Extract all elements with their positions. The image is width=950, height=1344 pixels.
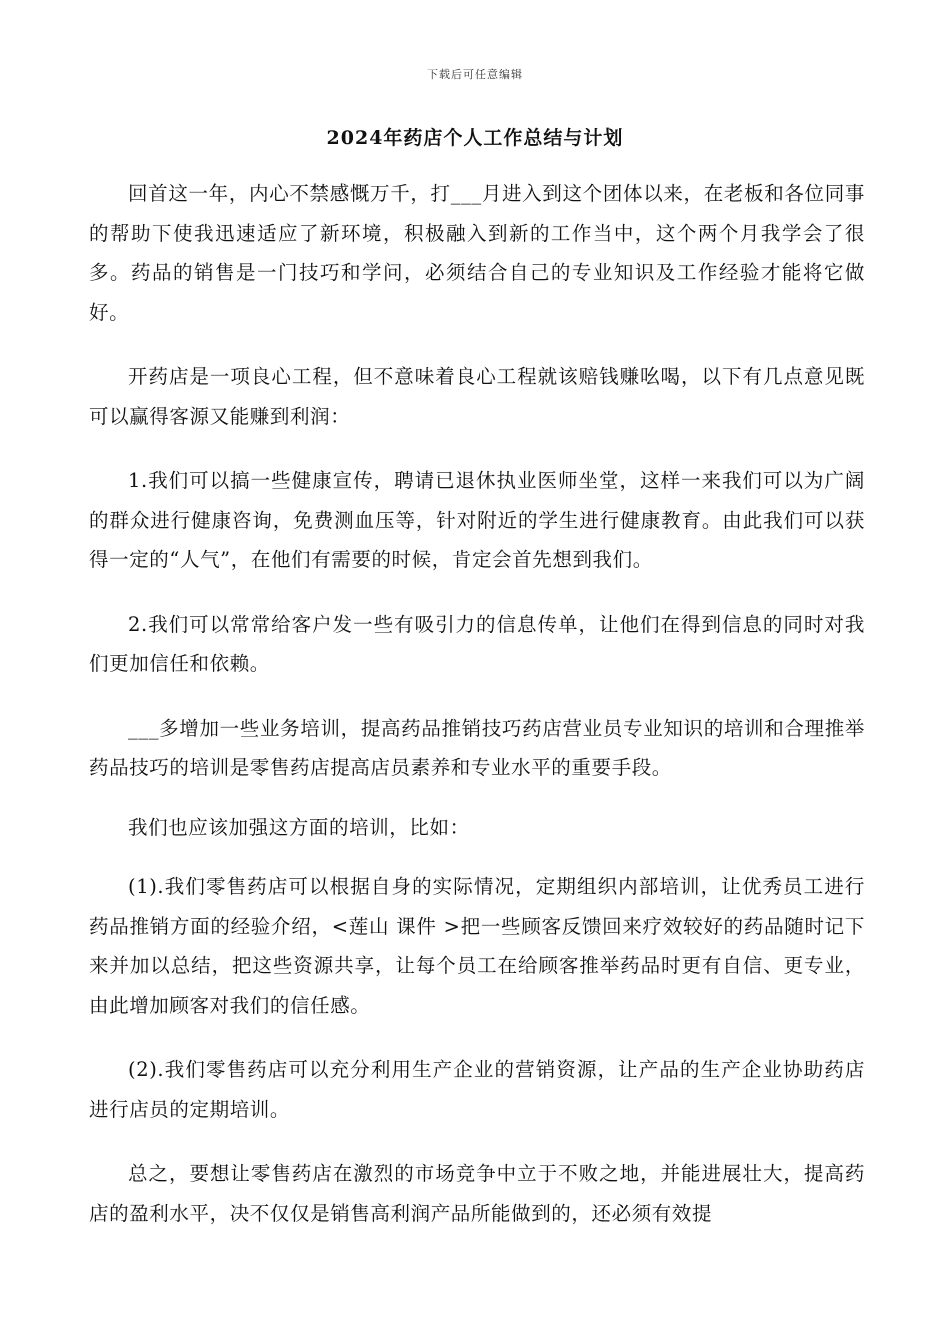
paragraph-training: ___多增加一些业务培训，提高药品推销技巧药店营业员专业知识的培训和合理推举药品技巧的培训是零售药店提高店员素养和专业水平的重要手段。 xyxy=(89,716,865,779)
paragraph-suggestions-intro: 开药店是一项良心工程，但不意味着良心工程就该赔钱赚吆喝，以下有几点意见既可以赢得客源又能赚到利润： xyxy=(89,365,865,428)
document-body xyxy=(89,174,865,1258)
paragraph-point-1: 1.我们可以搞一些健康宣传，聘请已退休执业医师坐堂，这样一来我们可以为广阔的群众进行健康咨询，免费测血压等，针对附近的学生进行健康教育。由此我们可以获得一定的“人气”，在他们有需要的时候，肯定会首先想到我们。 xyxy=(89,469,865,571)
paragraph-point-2: 2.我们可以常常给客户发一些有吸引力的信息传单，让他们在得到信息的同时对我们更加信任和依赖。 xyxy=(89,612,865,675)
paragraph-intro: 回首这一年，内心不禁感慨万千，打___月进入到这个团体以来，在老板和各位同事的帮助下使我迅速适应了新环境，积极融入到新的工作当中，这个两个月我学会了很多。药品的销售是一门技巧和学问，必须结合自己的专业知识及工作经验才能将它做好。 xyxy=(89,182,865,324)
paragraph-sub-point-1: (1).我们零售药店可以根据自身的实际情况，定期组织内部培训，让优秀员工进行药品推销方面的经验介绍，<莲山 课件 >把一些顾客反馈回来疗效较好的药品随时记下来并加以总结，把这些资源共享，让每个员工在给顾客推举药品时更有自信、更专业，由此增加顾客对我们的信任感。 xyxy=(89,875,865,1017)
paragraph-training-example: 我们也应该加强这方面的培训，比如： xyxy=(128,815,470,839)
header-note: 下载后可任意编辑 xyxy=(427,68,523,81)
document-title: 2024年药店个人工作总结与计划 xyxy=(326,127,624,149)
paragraph-conclusion: 总之，要想让零售药店在激烈的市场竞争中立于不败之地，并能进展壮大，提高药店的盈利水平，决不仅仅是销售高利润产品所能做到的，还必须有效提 xyxy=(89,1162,865,1225)
paragraph-sub-point-2: (2).我们零售药店可以充分利用生产企业的营销资源，让产品的生产企业协助药店进行店员的定期培训。 xyxy=(89,1058,865,1121)
